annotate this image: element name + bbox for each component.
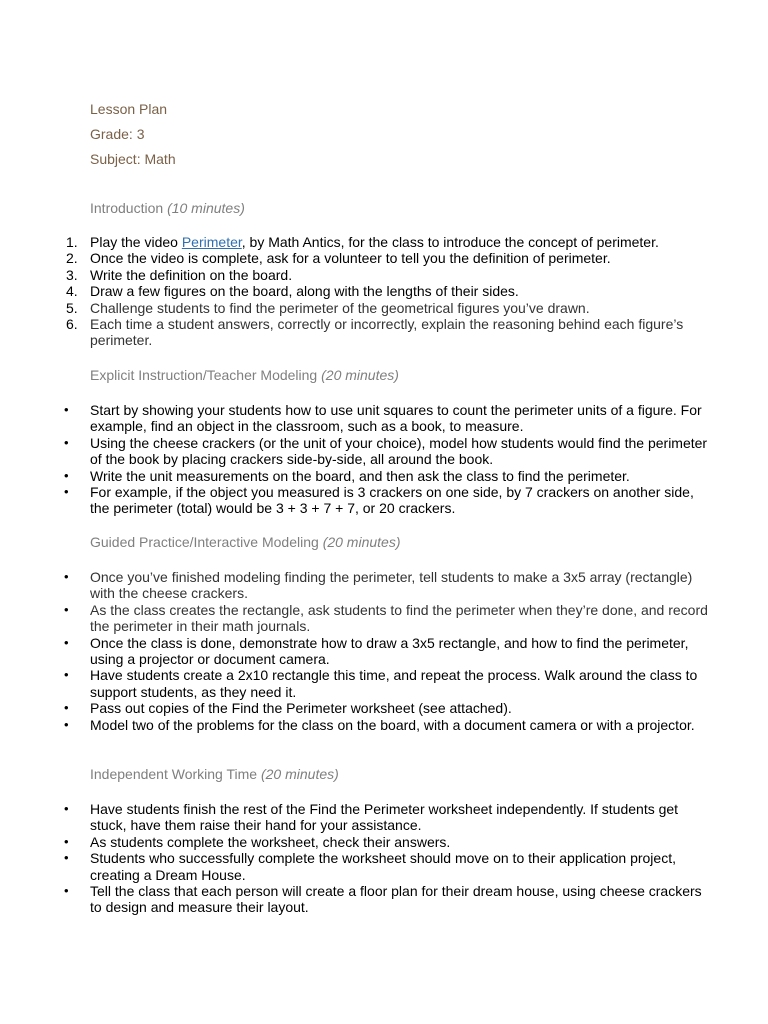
- list-item: [0, 667, 768, 700]
- list-number: 4.: [66, 283, 78, 300]
- list-item: [0, 234, 768, 250]
- independent-working-heading: [90, 766, 339, 782]
- list-item: [0, 300, 768, 316]
- list-item: [0, 402, 768, 435]
- list-item-text: Have students create a 2x10 rectangle this time, and repeat the process. Walk around the class to support students, as they need it.: [90, 667, 698, 700]
- list-item: [0, 283, 768, 299]
- list-number: 3.: [66, 266, 78, 283]
- list-item-text: Write the definition on the board.: [90, 266, 293, 283]
- list-item-text: Model two of the problems for the class on the board, with a document camera or with a projector.: [90, 716, 695, 733]
- list-item-text: As the class creates the rectangle, ask students to find the perimeter when they’re done, and record the perimeter in their math journals.: [90, 601, 708, 635]
- independent-duration: (20 minutes): [260, 766, 339, 782]
- introduction-list: [0, 234, 768, 349]
- list-number: 1.: [66, 234, 78, 250]
- bullet: •: [64, 850, 69, 866]
- list-number: 5.: [66, 299, 78, 316]
- list-item: [0, 468, 768, 484]
- list-item-text: Pass out copies of the Find the Perimeter worksheet (see attached).: [90, 700, 512, 717]
- perimeter-video-link[interactable]: Perimeter: [181, 234, 242, 250]
- explicit-duration: (20 minutes): [321, 367, 399, 383]
- guided-duration: (20 minutes): [322, 534, 401, 550]
- list-item-text: Students who successfully complete the worksheet should move on to their application project, creating a Dream House.: [90, 850, 676, 883]
- list-item: [0, 267, 768, 283]
- bullet: •: [64, 667, 69, 683]
- subject-line: Subject: Math: [90, 151, 176, 167]
- list-item-text: Each time a student answers, correctly or incorrectly, explain the reasoning behind each figure’s perimeter.: [90, 316, 684, 349]
- list-item: [0, 801, 768, 834]
- bullet: •: [64, 801, 69, 816]
- explicit-heading-label: Explicit Instruction/Teacher Modeling: [90, 367, 318, 383]
- list-item: [0, 316, 768, 349]
- list-item-text: Write the unit measurements on the board, and then ask the class to find the perimeter.: [90, 467, 630, 484]
- bullet: •: [64, 634, 69, 650]
- guided-practice-list: [0, 569, 768, 733]
- list-item-text: Have students finish the rest of the Find the Perimeter worksheet independently. If students get stuck, have them raise their hand for your assistance.: [90, 801, 679, 834]
- list-item: [0, 700, 768, 716]
- list-item: [0, 834, 768, 850]
- list-item-text: As students complete the worksheet, check their answers.: [90, 833, 451, 850]
- list-number: 2.: [66, 250, 78, 267]
- bullet: •: [64, 467, 69, 483]
- explicit-instruction-list: [0, 402, 768, 517]
- introduction-duration: (10 minutes): [167, 200, 245, 216]
- bullet: •: [64, 601, 69, 617]
- list-item-text: [90, 234, 659, 250]
- list-item: [0, 435, 768, 468]
- list-item: [0, 717, 768, 733]
- list-item: [0, 250, 768, 266]
- list-number: 6.: [66, 316, 78, 333]
- list-item-text: Start by showing your students how to use unit squares to count the perimeter units of a figure. For example, find an object in the classroom, such as a book, to measure.: [90, 402, 702, 435]
- independent-working-list: [0, 801, 768, 916]
- item-text-pre: Play the video: [90, 234, 182, 250]
- explicit-instruction-heading: [90, 367, 399, 383]
- lesson-plan-title: Lesson Plan: [90, 101, 168, 117]
- list-item-text: Challenge students to find the perimeter of the geometrical figures you’ve drawn.: [90, 299, 590, 316]
- list-item-text: Once the class is done, demonstrate how to draw a 3x5 rectangle, and how to find the perimeter, using a projector or document camera.: [90, 634, 689, 668]
- introduction-heading-label: Introduction: [90, 200, 164, 216]
- list-item: [0, 569, 768, 602]
- guided-heading-label: Guided Practice/Interactive Modeling: [90, 534, 319, 550]
- list-item-text: Tell the class that each person will create a floor plan for their dream house, using cheese crackers to design and measure their layout.: [90, 883, 702, 916]
- list-item-text: Once the video is complete, ask for a volunteer to tell you the definition of perimeter.: [90, 250, 611, 267]
- bullet: •: [64, 883, 69, 899]
- list-item-text: Using the cheese crackers (or the unit of your choice), model how students would find the perimeter of the book by placing crackers side-by-side, all around the book.: [90, 434, 708, 468]
- list-item-text: Draw a few figures on the board, along with the lengths of their sides.: [90, 283, 519, 300]
- list-item: [0, 883, 768, 916]
- list-item: [0, 484, 768, 517]
- bullet: •: [64, 484, 69, 500]
- item-text-post: , by Math Antics, for the class to introduce the concept of perimeter.: [241, 234, 659, 250]
- grade-line: Grade: 3: [90, 126, 145, 142]
- list-item-text: Once you’ve finished modeling finding the perimeter, tell students to make a 3x5 array (rectangle) with the cheese crackers.: [90, 569, 693, 602]
- bullet: •: [64, 716, 69, 732]
- bullet: •: [64, 833, 69, 849]
- list-item: [0, 602, 768, 635]
- bullet: •: [64, 434, 69, 450]
- list-item: [0, 850, 768, 883]
- list-item: [0, 635, 768, 668]
- introduction-heading: [90, 200, 245, 216]
- independent-heading-label: Independent Working Time: [90, 766, 258, 782]
- guided-practice-heading: [90, 534, 401, 550]
- bullet: •: [64, 569, 69, 584]
- list-item-text: For example, if the object you measured is 3 crackers on one side, by 7 crackers on another side, the perimeter (total) would be 3 + 3 + 7 + 7, or 20 crackers.: [90, 484, 694, 517]
- bullet: •: [64, 402, 69, 417]
- bullet: •: [64, 700, 69, 716]
